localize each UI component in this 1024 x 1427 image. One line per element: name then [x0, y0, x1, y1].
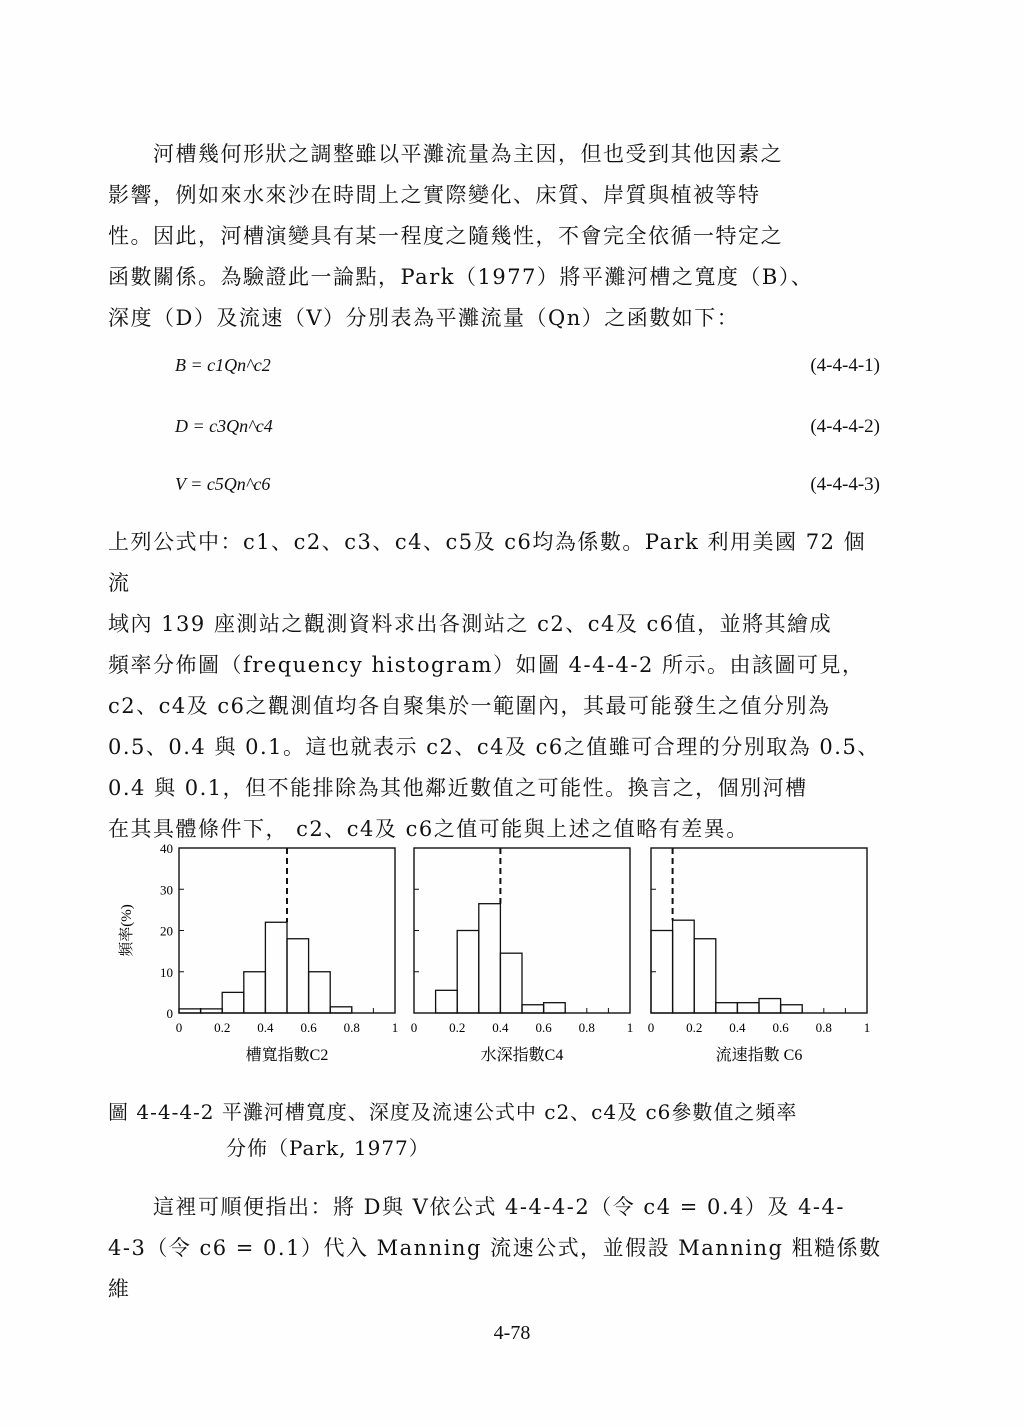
- y-axis-label: 頻率(%): [119, 904, 135, 957]
- text-line: 域內 139 座測站之觀測資料求出各測站之 c2、c4及 c6值，並將其繪成: [108, 612, 833, 636]
- equation-number: (4-4-4-3): [810, 474, 880, 495]
- x-tick-label: 0: [410, 1020, 418, 1035]
- histogram-bar: [222, 992, 244, 1013]
- plot-frame: [414, 848, 630, 1013]
- histogram-bar: [716, 1003, 738, 1013]
- equation-1: [175, 355, 880, 376]
- histogram-bar: [244, 972, 266, 1013]
- equation-formula: V = c5Qn^c6: [175, 474, 271, 494]
- y-tick-label: 40: [160, 841, 173, 856]
- x-tick-label: 0.6: [772, 1020, 789, 1035]
- histogram-bar: [544, 1003, 566, 1013]
- x-tick-label: 0.2: [449, 1020, 466, 1035]
- paragraph-manning: [108, 1187, 888, 1310]
- histogram-bar: [179, 1009, 201, 1013]
- histogram-bar: [436, 990, 458, 1013]
- plot-frame: [651, 848, 867, 1013]
- text-line: 4-3（令 c6 = 0.1）代入 Manning 流速公式，並假設 Manning 粗糙係數維: [108, 1236, 882, 1301]
- text-line: 頻率分佈圖（frequency histogram）如圖 4-4-4-2 所示。由該圖可見，: [108, 653, 865, 677]
- text-line: 性。因此，河槽演變具有某一程度之隨幾性，不會完全依循一特定之: [108, 224, 783, 248]
- histogram-bar: [479, 904, 501, 1013]
- x-tick-label: 0.8: [578, 1020, 595, 1035]
- text-line: 函數關係。為驗證此一論點，Park（1977）將平灘河槽之寬度（B）、: [108, 265, 814, 289]
- text-line: 在其具體條件下， c2、c4及 c6之值可能與上述之值略有差異。: [108, 817, 749, 841]
- x-tick-label: 0.6: [535, 1020, 552, 1035]
- equation-3: [175, 474, 880, 495]
- text-line: 河槽幾何形狀之調整雖以平灘流量為主因，但也受到其他因素之: [108, 142, 783, 166]
- histogram-bar: [287, 939, 309, 1013]
- x-axis-label: 槽寬指數C2: [245, 1047, 329, 1064]
- plot-frame: [179, 848, 395, 1013]
- text-line: 深度（D）及流速（V）分別表為平灘流量（Qn）之函數如下：: [108, 306, 740, 330]
- x-tick-label: 0: [647, 1020, 655, 1035]
- y-tick-label: 30: [160, 882, 173, 898]
- histogram-bar: [673, 920, 695, 1013]
- x-tick-label: 0.2: [214, 1020, 231, 1035]
- x-tick-label: 1: [863, 1020, 871, 1035]
- x-tick-label: 0.4: [257, 1020, 274, 1035]
- x-axis-label: 流速指數 C6: [715, 1047, 803, 1064]
- x-tick-label: 0.8: [815, 1020, 832, 1035]
- y-tick-label: 10: [160, 964, 173, 980]
- histogram-bar: [522, 1005, 544, 1013]
- text-line: 影響，例如來水來沙在時間上之實際變化、床質、岸質與植被等特: [108, 183, 761, 207]
- histogram-bar: [694, 939, 716, 1013]
- equation-2: [175, 416, 880, 437]
- y-tick-label: 0: [166, 1006, 173, 1021]
- x-tick-label: 0.8: [343, 1020, 360, 1035]
- paragraph-coefficients: [108, 522, 888, 850]
- histogram-bar: [201, 1009, 223, 1013]
- text-line: 0.4 與 0.1，但不能排除為其他鄰近數值之可能性。換言之，個別河槽: [108, 776, 808, 800]
- histogram-bar: [737, 1003, 759, 1013]
- equation-formula: B = c1Qn^c2: [175, 355, 271, 375]
- caption-line: 分佈（Park, 1977）: [226, 1136, 430, 1160]
- page-number: 4-78: [493, 1322, 531, 1344]
- paragraph-intro: [108, 134, 888, 339]
- x-tick-label: 1: [391, 1020, 399, 1035]
- histogram-bar: [651, 931, 673, 1014]
- x-tick-label: 0: [175, 1020, 183, 1035]
- equation-formula: D = c3Qn^c4: [175, 416, 273, 436]
- histogram-bar: [781, 1005, 803, 1013]
- x-tick-label: 0.6: [300, 1020, 317, 1035]
- histogram-bar: [759, 999, 781, 1013]
- histogram-bar: [457, 931, 479, 1014]
- y-tick-label: 20: [160, 923, 173, 939]
- x-tick-label: 0.2: [686, 1020, 703, 1035]
- caption-line: 圖 4-4-4-2 平灘河槽寬度、深度及流速公式中 c2、c4及 c6參數值之頻率: [108, 1100, 798, 1124]
- x-tick-label: 1: [626, 1020, 634, 1035]
- text-line: c2、c4及 c6之觀測值均各自聚集於一範圍內，其最可能發生之值分別為: [108, 694, 831, 718]
- histogram-bar: [309, 972, 331, 1013]
- equation-number: (4-4-4-1): [810, 355, 880, 376]
- text-line: 上列公式中：c1、c2、c3、c4、c5及 c6均為係數。Park 利用美國 72 個流: [108, 530, 867, 595]
- x-axis-label: 水深指數C4: [480, 1047, 564, 1064]
- x-tick-label: 0.4: [492, 1020, 509, 1035]
- text-line: 這裡可順便指出：將 D與 V依公式 4-4-4-2（令 c4 = 0.4）及 4-4-: [108, 1195, 845, 1219]
- histogram-bar: [265, 922, 287, 1013]
- figure-caption: [108, 1094, 888, 1166]
- equation-number: (4-4-4-2): [810, 416, 880, 437]
- histogram-bar: [330, 1007, 352, 1013]
- histogram-bar: [500, 953, 522, 1013]
- text-line: 0.5、0.4 與 0.1。這也就表示 c2、c4及 c6之值雖可合理的分別取為 0.5、: [108, 735, 880, 759]
- x-tick-label: 0.4: [729, 1020, 746, 1035]
